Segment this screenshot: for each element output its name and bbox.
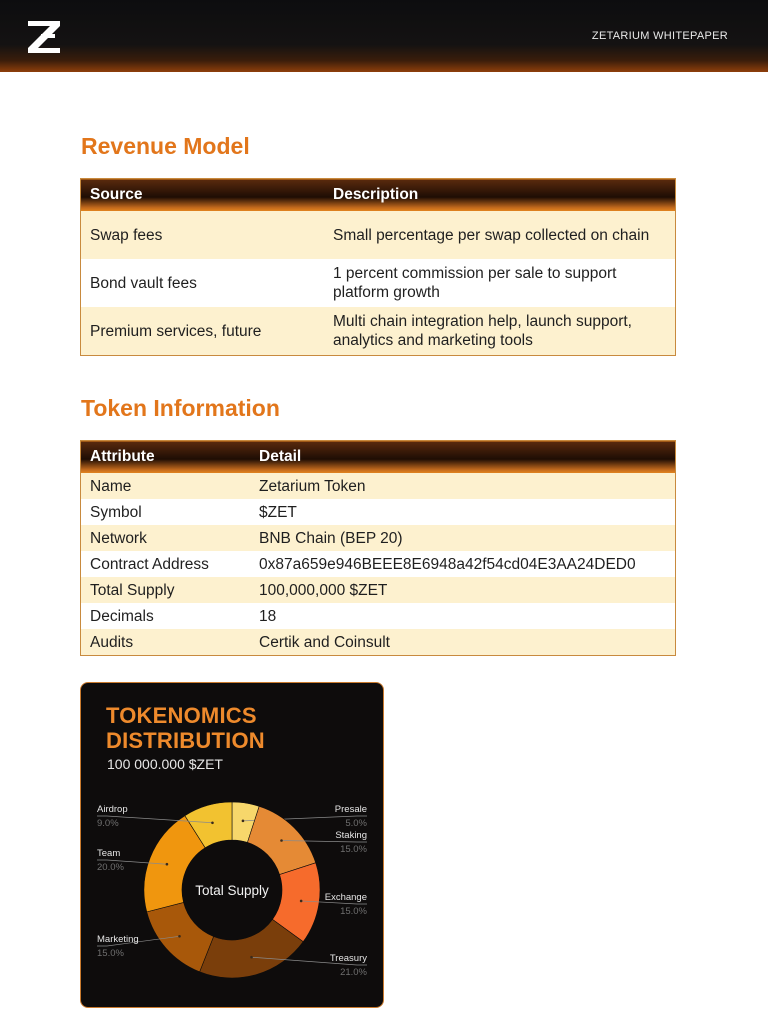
column-header: Detail xyxy=(250,441,676,474)
detail-cell: Zetarium Token xyxy=(250,473,676,499)
tokenomics-subtitle: 100 000.000 $ZET xyxy=(107,756,223,772)
legend-label-team: Team xyxy=(97,848,121,859)
token-information-heading: Token Information xyxy=(81,395,280,421)
description-cell: Multi chain integration help, launch support, analytics and marketing tools xyxy=(324,307,676,356)
legend-value-team: 20.0% xyxy=(97,862,124,873)
attribute-cell: Decimals xyxy=(81,603,251,629)
leader-dot-treasury xyxy=(250,956,253,959)
attribute-cell: Total Supply xyxy=(81,577,251,603)
legend-value-staking: 15.0% xyxy=(340,844,367,855)
attribute-cell: Symbol xyxy=(81,499,251,525)
tokenomics-card xyxy=(80,682,384,1008)
attribute-cell: Network xyxy=(81,525,251,551)
detail-cell: $ZET xyxy=(250,499,676,525)
detail-cell: BNB Chain (BEP 20) xyxy=(250,525,676,551)
table-row xyxy=(81,525,676,551)
column-header: Source xyxy=(81,179,325,212)
tokenomics-title-line1: TOKENOMICS xyxy=(106,703,257,728)
table-row xyxy=(81,551,676,577)
zetarium-logo xyxy=(25,17,63,55)
table-row xyxy=(81,603,676,629)
leader-dot-staking xyxy=(280,839,283,842)
table-row xyxy=(81,629,676,656)
legend-label-airdrop: Airdrop xyxy=(97,804,128,815)
legend-label-treasury: Treasury xyxy=(329,953,367,964)
header-title: ZETARIUM WHITEPAPER xyxy=(591,30,728,42)
page-header xyxy=(0,0,768,72)
legend-label-exchange: Exchange xyxy=(324,892,367,903)
leader-dot-airdrop xyxy=(211,821,214,824)
legend-value-exchange: 15.0% xyxy=(340,906,367,917)
table-row xyxy=(81,577,676,603)
leader-dot-team xyxy=(166,863,169,866)
table-row xyxy=(81,259,676,307)
legend-value-presale: 5.0% xyxy=(345,818,367,829)
table-header-row xyxy=(81,441,676,474)
legend-label-marketing: Marketing xyxy=(97,934,139,945)
table-row xyxy=(81,499,676,525)
revenue-model-heading: Revenue Model xyxy=(81,133,250,159)
table-row xyxy=(81,211,676,259)
table-row xyxy=(81,473,676,499)
attribute-cell: Name xyxy=(81,473,251,499)
leader-dot-exchange xyxy=(300,900,303,903)
tokenomics-title-line2: DISTRIBUTION xyxy=(106,728,265,753)
table-row xyxy=(81,307,676,356)
column-header: Attribute xyxy=(81,441,251,474)
leader-dot-marketing xyxy=(178,935,181,938)
source-cell: Swap fees xyxy=(81,211,325,259)
donut-center-label: Total Supply xyxy=(195,883,269,898)
legend-value-airdrop: 9.0% xyxy=(97,818,119,829)
token-information-table xyxy=(80,440,676,656)
tokenomics-donut-chart xyxy=(81,683,383,1007)
attribute-cell: Contract Address xyxy=(81,551,251,577)
detail-cell: 0x87a659e946BEEE8E6948a42f54cd04E3AA24DED0 xyxy=(250,551,676,577)
detail-cell: Certik and Coinsult xyxy=(250,629,676,656)
detail-cell: 18 xyxy=(250,603,676,629)
revenue-model-table xyxy=(80,178,676,356)
legend-label-presale: Presale xyxy=(334,804,367,815)
legend-value-marketing: 15.0% xyxy=(97,948,124,959)
leader-dot-presale xyxy=(242,820,245,823)
table-header-row xyxy=(81,179,676,212)
description-cell: Small percentage per swap collected on chain xyxy=(324,211,676,259)
source-cell: Bond vault fees xyxy=(81,259,325,307)
detail-cell: 100,000,000 $ZET xyxy=(250,577,676,603)
source-cell: Premium services, future xyxy=(81,307,325,356)
description-cell: 1 percent commission per sale to support platform growth xyxy=(324,259,676,307)
column-header: Description xyxy=(324,179,676,212)
legend-label-staking: Staking xyxy=(335,830,367,841)
attribute-cell: Audits xyxy=(81,629,251,656)
legend-value-treasury: 21.0% xyxy=(340,967,367,978)
